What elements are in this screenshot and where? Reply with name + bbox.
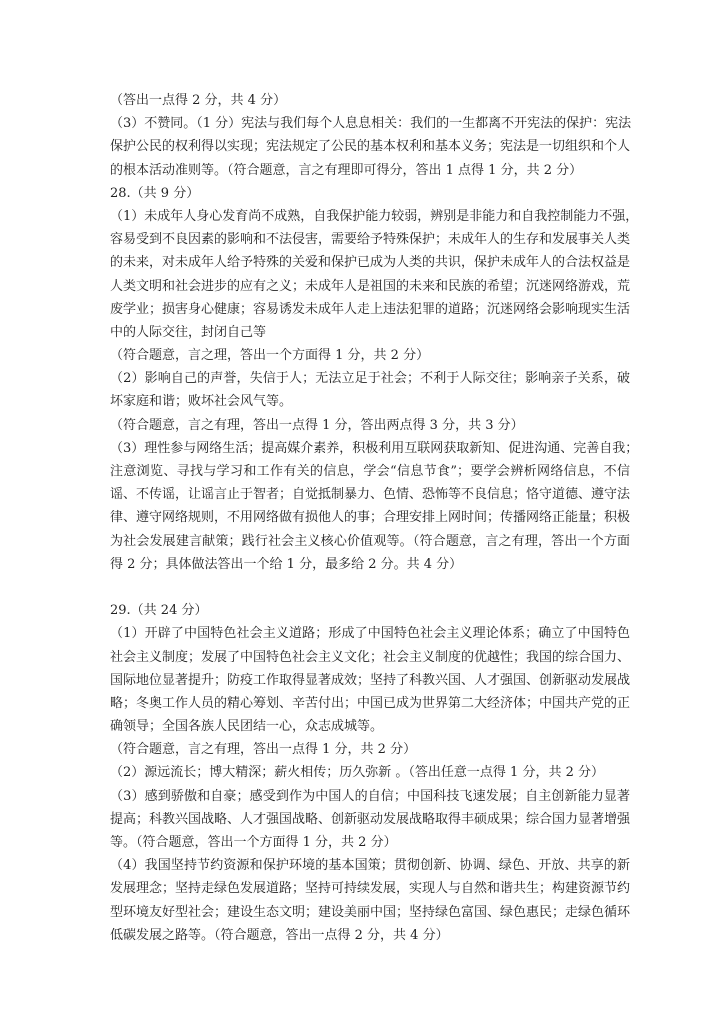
text-line: 的根本活动准则等。（符合题意，言之有理即可得分，答出 1 点得 1 分，共 2 分） <box>110 162 583 178</box>
text-line: 型环境友好型社会；建设生态文明；建设美丽中国；坚持绿色富国、绿色惠民；走绿色循环 <box>110 904 631 920</box>
text-line: 得 2 分；具体做法答出一个给 1 分，最多给 2 分。共 4 分） <box>110 556 463 572</box>
text-line: （3）感到骄傲和自豪；感受到作为中国人的自信；中国科技飞速发展；自主创新能力显著 <box>110 788 630 804</box>
text-line: 坏家庭和谐；败坏社会风气等。 <box>110 394 293 410</box>
text-line: 谣、不传谣，让谣言止于智者；自觉抵制暴力、色情、恐怖等不良信息；恪守道德、遵守法 <box>110 487 631 503</box>
text-line: 为社会发展建言献策；践行社会主义核心价值观等。（符合题意，言之有理，答出一个方面 <box>110 533 630 549</box>
text-line: 确领导；全国各族人民团结一心，众志成城等。 <box>110 719 384 735</box>
text-line: 社会主义制度；发展了中国特色社会主义文化；社会主义制度的优越性；我国的综合国力、 <box>110 649 631 665</box>
text-line: 国际地位显著提升；防疫工作取得显著成效；坚持了科教兴国、人才强国、创新驱动发展战 <box>110 672 631 688</box>
text-line: （答出一点得 2 分，共 4 分） <box>110 93 287 108</box>
text-line: 人类文明和社会进步的应有之义；未成年人是祖国的未来和民族的希望；沉迷网络游戏，荒 <box>110 278 631 294</box>
text-line: 发展理念；坚持走绿色发展道路；坚持可持续发展，实现人与自然和谐共生；构建资源节约 <box>110 881 631 897</box>
text-line: （1）开辟了中国特色社会主义道路；形成了中国特色社会主义理论体系；确立了中国特色 <box>110 626 630 642</box>
text-line: 废学业；损害身心健康；容易诱发未成年人走上违法犯罪的道路；沉迷网络会影响现实生活 <box>110 301 631 317</box>
answer-text-block <box>110 89 639 947</box>
text-line: （2）源远流长；博大精深；薪火相传；历久弥新 。（答出任意一点得 1 分，共 2 分） <box>110 765 604 781</box>
text-line: 等。（符合题意，答出一个方面得 1 分，共 2 分） <box>110 835 397 850</box>
text-line: （2）影响自己的声誉，失信于人；无法立足于社会；不利于人际交往；影响亲子关系，破 <box>110 371 630 387</box>
text-line: （3）不赞同。（1 分）宪法与我们每个人息息相关：我们的一生都离不开宪法的保护：宪法 <box>110 116 632 132</box>
text-line: （符合题意，言之理，答出一个方面得 1 分，共 2 分） <box>110 348 430 364</box>
text-line: （符合题意，言之有理，答出一点得 1 分，答出两点得 3 分，共 3 分） <box>110 417 524 433</box>
text-line: 保护公民的权利得以实现；宪法规定了公民的基本权利和基本义务；宪法是一切组织和个人 <box>110 139 631 155</box>
text-line: （4）我国坚持节约资源和保护环境的基本国策；贯彻创新、协调、绿色、开放、共享的新 <box>110 858 630 874</box>
text-line: 容易受到不良因素的影响和不法侵害，需要给予特殊保护；未成年人的生存和发展事关人类 <box>110 232 631 248</box>
text-line: 提高；科教兴国战略、人才强国战略、创新驱动发展战略取得丰硕成果；综合国力显著增强 <box>110 811 631 827</box>
text-line: 的未来，对未成年人给予特殊的关爱和保护已成为人类的共识，保护未成年人的合法权益是 <box>110 255 631 271</box>
text-line: 略；冬奥工作人员的精心筹划、辛苦付出；中国已成为世界第二大经济体；中国共产党的正 <box>110 695 631 711</box>
text-line: 低碳发展之路等。（符合题意，答出一点得 2 分，共 4 分） <box>110 927 449 943</box>
blank-line <box>110 576 630 599</box>
text-line: 中的人际交往，封闭自己等 <box>110 324 267 340</box>
text-line: （1）未成年人身心发育尚不成熟，自我保护能力较弱，辨别是非能力和自我控制能力不强， <box>110 208 639 224</box>
text-line: 律、遵守网络规则，不用网络做有损他人的事；合理安排上网时间；传播网络正能量；积极 <box>110 510 631 526</box>
text-line: 29.（共 24 分） <box>110 603 208 619</box>
text-line: （符合题意，言之有理，答出一点得 1 分，共 2 分） <box>110 742 417 758</box>
text-line: 28.（共 9 分） <box>110 185 200 201</box>
text-line: （3）理性参与网络生活；提高媒介素养，积极利用互联网获取新知、促进沟通、完善自我； <box>110 440 639 456</box>
text-line: 注意浏览、寻找与学习和工作有关的信息，学会“信息节食”；要学会辨析网络信息，不信 <box>110 464 630 479</box>
